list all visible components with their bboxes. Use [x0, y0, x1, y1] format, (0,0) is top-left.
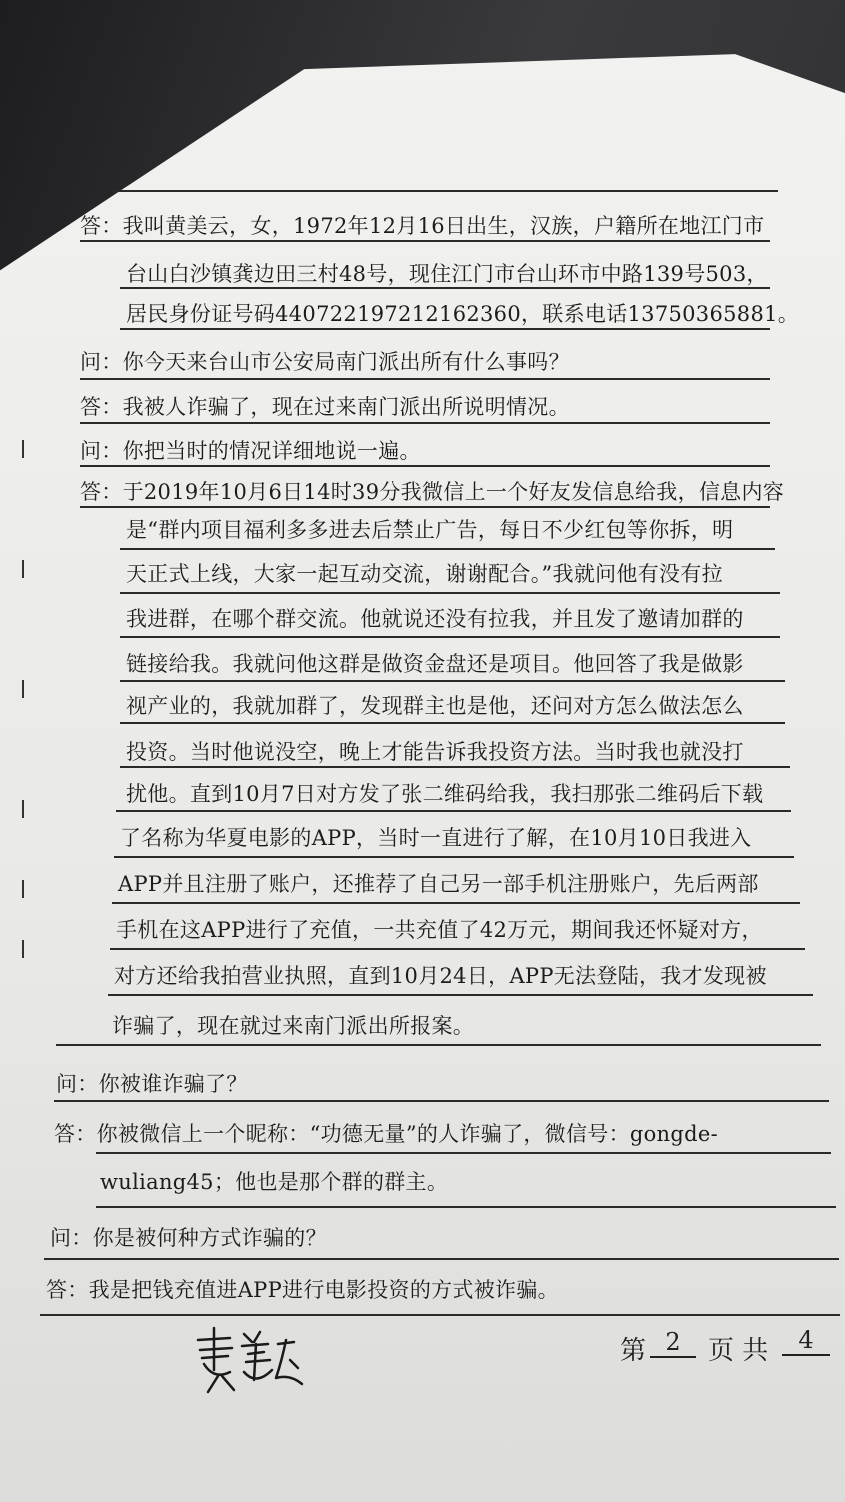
transcript-line: 我进群，在哪个群交流。他就说还没有拉我，并且发了邀请加群的: [126, 607, 744, 631]
margin-mark: [22, 440, 24, 458]
transcript-line: 手机在这APP进行了充值，一共充值了42万元，期间我还怀疑对方，: [116, 918, 763, 942]
margin-mark: [22, 940, 24, 958]
transcript-line: 了名称为华夏电影的APP，当时一直进行了解，在10月10日我进入: [120, 826, 752, 850]
page-prefix: 第: [620, 1336, 647, 1366]
transcript-line: 答：于2019年10月6日14时39分我微信上一个好友发信息给我，信息内容: [80, 480, 785, 504]
margin-mark: [22, 880, 24, 898]
transcript-line: 答：你被微信上一个昵称：“功德无量”的人诈骗了，微信号：gongde-: [54, 1122, 718, 1146]
transcript-line: 是“群内项目福利多多进去后禁止广告，每日不少红包等你拆，明: [126, 518, 734, 542]
total-pages: 4: [782, 1326, 830, 1356]
transcript-line: 天正式上线，大家一起互动交流，谢谢配合。”我就问他有没有拉: [126, 562, 723, 586]
transcript-line: 居民身份证号码440722197212162360，联系电话13750365881。: [126, 302, 800, 326]
transcript-line: 问：你今天来台山市公安局南门派出所有什么事吗？: [80, 350, 570, 374]
transcript-line: 问：你是被何种方式诈骗的？: [50, 1226, 327, 1250]
transcript-line: 问：你把当时的情况详细地说一遍。: [80, 439, 421, 463]
transcript-line: wuliang45；他也是那个群的群主。: [100, 1170, 449, 1194]
margin-mark: [22, 800, 24, 818]
transcript-line: 答：我叫黄美云，女，1972年12月16日出生，汉族，户籍所在地江门市: [80, 214, 765, 238]
transcript-line: APP并且注册了账户，还推荐了自己另一部手机注册账户，先后两部: [118, 872, 759, 896]
margin-mark: [22, 680, 24, 698]
page-number: 2: [650, 1328, 696, 1358]
transcript-line: 台山白沙镇龚边田三村48号，现住江门市台山环市中路139号503，: [126, 262, 768, 286]
page-mid-label: 页 共: [708, 1336, 769, 1366]
margin-mark: [22, 560, 24, 578]
transcript-line: 对方还给我拍营业执照，直到10月24日，APP无法登陆，我才发现被: [114, 964, 767, 988]
handwritten-signature: [190, 1320, 310, 1400]
transcript-line: 视产业的，我就加群了，发现群主也是他，还问对方怎么做法怎么: [126, 694, 744, 718]
transcript-line: 问：你被谁诈骗了？: [56, 1072, 248, 1096]
transcript-line: 扰他。直到10月7日对方发了张二维码给我，我扫那张二维码后下载: [126, 782, 764, 806]
transcript-line: 答：我被人诈骗了，现在过来南门派出所说明情况。: [80, 395, 570, 419]
transcript-line: 诈骗了，现在就过来南门派出所报案。: [112, 1014, 475, 1038]
transcript-line: 链接给我。我就问他这群是做资金盘还是项目。他回答了我是做影: [126, 652, 744, 676]
transcript-line: 答：我是把钱充值进APP进行电影投资的方式被诈骗。: [46, 1278, 559, 1302]
transcript-line: 投资。当时他说没空，晚上才能告诉我投资方法。当时我也就没打: [126, 740, 744, 764]
